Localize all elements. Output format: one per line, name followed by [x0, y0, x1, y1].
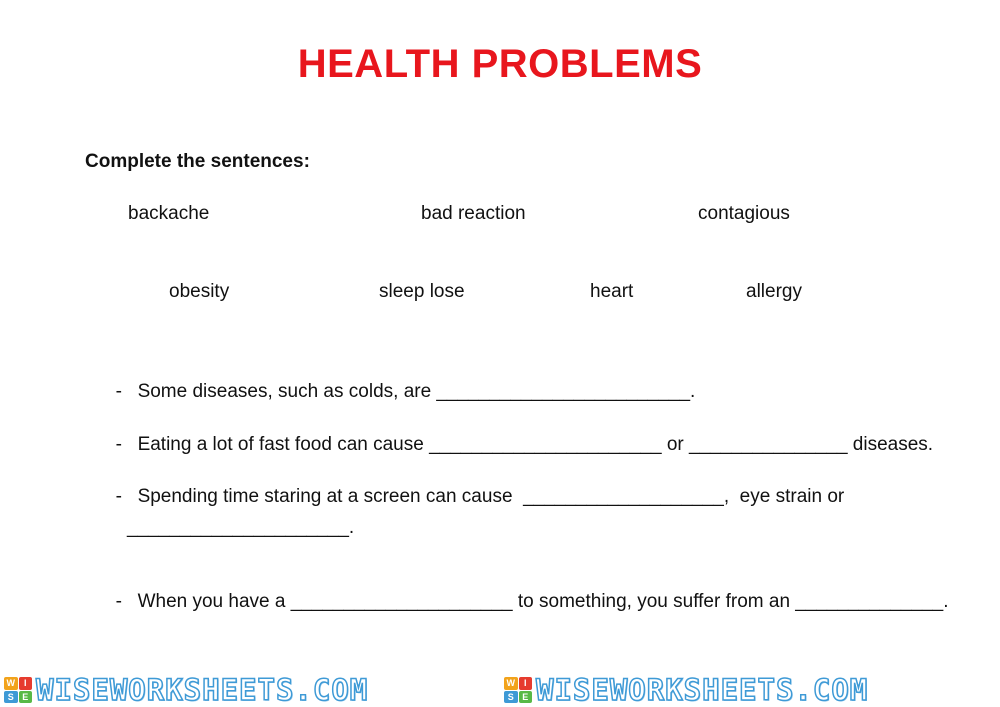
brand-text: WISEWORKSHEETS.COM — [36, 673, 369, 707]
word-bank-item: heart — [590, 281, 634, 302]
wise-logo-icon: W I S E — [4, 677, 32, 703]
instruction-heading: Complete the sentences: — [85, 151, 310, 172]
page-title: HEALTH PROBLEMS — [297, 42, 703, 86]
sentence-2 — [105, 412, 933, 456]
brand-logo — [504, 674, 868, 706]
sentence-text: Eating a lot of fast food can cause ______________________ or _______________ diseases. — [137, 434, 934, 455]
wise-logo-icon: W I S E — [504, 677, 532, 703]
bullet-dash: - — [115, 486, 122, 507]
sentence-text: Spending time staring at a screen can cause ___________________, eye strain or — [137, 486, 845, 507]
word-bank-item: obesity — [169, 281, 230, 302]
sentence-text: When you have a _____________________ to something, you suffer from an ______________. — [137, 591, 949, 612]
sentence-1 — [105, 359, 695, 403]
brand-logo — [4, 674, 368, 706]
word-bank-item: allergy — [746, 281, 802, 302]
word-bank-item: sleep lose — [379, 281, 465, 302]
brand-text: WISEWORKSHEETS.COM — [536, 673, 869, 707]
bullet-dash: - — [115, 381, 122, 402]
sentence-4 — [105, 569, 949, 613]
word-bank-item: contagious — [698, 203, 790, 224]
bullet-dash: - — [115, 591, 122, 612]
word-bank-item: bad reaction — [421, 203, 526, 224]
bullet-dash: - — [115, 434, 122, 455]
sentence-3 — [105, 464, 844, 508]
word-bank-item: backache — [128, 203, 210, 224]
sentence-text: Some diseases, such as colds, are ________________________. — [137, 381, 696, 402]
sentence-3-continuation: _____________________. — [127, 517, 355, 538]
footer-watermark — [0, 672, 1000, 707]
